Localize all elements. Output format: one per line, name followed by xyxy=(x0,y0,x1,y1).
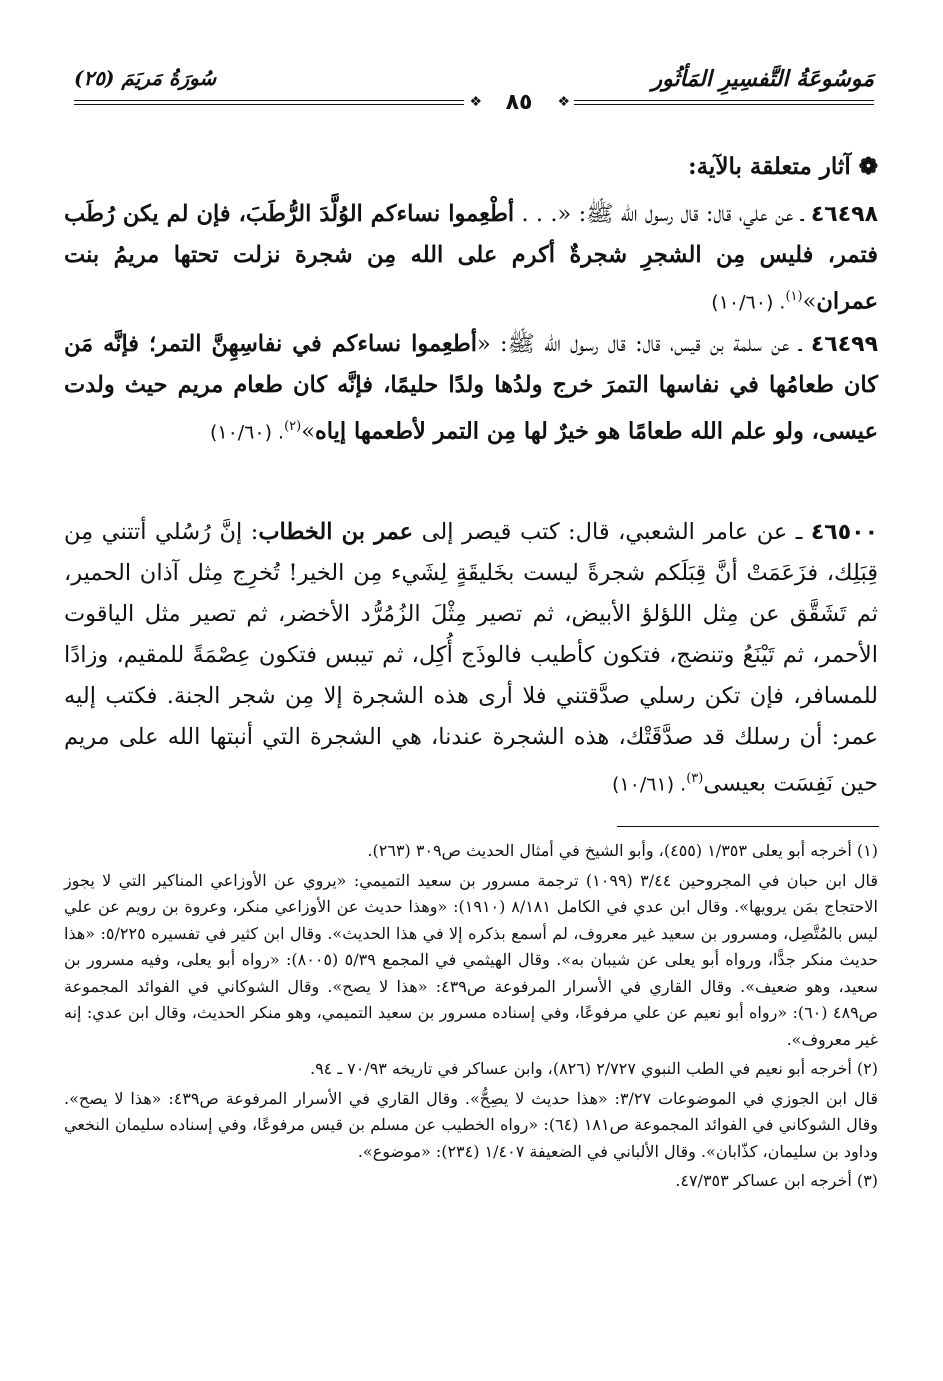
header-rule xyxy=(74,104,464,105)
entry-name: عمر بن الخطاب xyxy=(258,519,414,545)
footnote-mark: (٣) xyxy=(686,771,704,786)
footnote-mark: (١) xyxy=(785,289,803,304)
entry-reference: . (١٠/٦١) xyxy=(612,773,687,796)
surah-label: سُورَةُ مَريَمَ (٢٥) xyxy=(74,66,217,90)
entry-quote: أطعِموا نساءكم في نفاسِهِنَّ التمر؛ فإنَّه مَن كان طعامُها في نفاسها التمرَ خرج ولدُها ولدًا حليمًا، فإنَّه كان طعام مريم حيث ولدت عيسى، ولو علم الله طعامًا هو خيرٌ لها مِن التمر لأطعمها إياه xyxy=(64,331,878,445)
footnote-1-grading: قال ابن حبان في المجروحين ٣/٤٤ (١٠٩٩) ترجمة مسرور بن سعيد التميمي: «يروي عن الأوزاعي المناكير التي لا يجوز الاحتجاج بمَن يرويها». وقال ابن عدي في الكامل ٨/١٨١ (١٩١٠): «وهذا حديث عن الأوزاعي منكر، وعروة بن رويم عن علي ليس بالمُتَّصِل، ومسرور بن سعيد غير معروف، لم أسمع بذكره إلا في هذا الحديث». وقال ابن كثير في تفسيره ٥/٢٢٥: «هذا حديث منكر جدًّا، ورواه أبو يعلى عن شيبان به». وقال الهيثمي في المجمع ٥/٣٩ (٨٠٠٥): «رواه أبو يعلى، وفيه مسرور بن سعيد، وهو ضعيف». وقال القاري في الأسرار المرفوعة ص٤٣٩: «هذا لا يصح». وقال الشوكاني في الفوائد المجموعة ص٤٨٩ (٦٠): «رواه أبو نعيم عن علي مرفوعًا، وفي إسناده مسرور بن سعيد التميمي، وهو منكر الحديث، وقال ابن عدي: إنه غير معروف». xyxy=(64,870,879,1049)
section-heading xyxy=(64,152,878,182)
header-rule xyxy=(574,100,874,101)
footnote-mark: (٢) xyxy=(284,419,302,434)
entry-intro: ـ عن عامر الشعبي، قال: كتب قيصر إلى xyxy=(413,519,811,545)
entry-number: ٤٦٤٩٨ xyxy=(810,202,878,227)
hadith-entry xyxy=(64,324,878,454)
footnote-3-source: (٣) أخرجه ابن عساكر ٤٧/٣٥٣. xyxy=(675,1171,878,1190)
quote-close: » xyxy=(802,288,817,315)
section-title: آثار متعلقة بالآية: xyxy=(688,153,851,180)
entry-number: ٤٦٥٠٠ xyxy=(810,520,878,545)
ornament-icon: ❖ xyxy=(469,94,482,110)
footnotes xyxy=(64,838,878,1195)
header-rule xyxy=(574,104,874,105)
entry-reference: . (١٠/٦٠) xyxy=(209,421,285,444)
entry-text: : إنَّ رُسُلي أتتني مِن قِبَلِك، فزَعَمَتْ أنَّ قِبَلَكم شجرةً ليست بخَليقَةٍ لِشَيء مِن الخير! تُخرِج مِثل آذان الحمير، ثم تَشَقَّق عن مِثل اللؤلؤ الأبيض، ثم تصير مِثْلَ الزُمُرُّد الأخضر، ثم تصير مثل الياقوت الأحمر، ثم تَيْنَعُ وتنضج، فتكون كأطيب فالوذَج أُكِل، ثم تيبس فتكون عِصْمَةً للمقيم، وزادًا للمسافر، فإن تكن رسلي صدَّقتني فلا أرى هذه الشجرة إلا مِن شجر الجنة. فكتب إليه عمر: أن رسلك قد صدَّقَتْك، هذه الشجرة عندنا، هي الشجرة التي أنبتها الله على مريم حين نَفِسَت بعيسى xyxy=(64,519,878,797)
footnote-2-grading: قال ابن الجوزي في الموضوعات ٣/٢٧: «هذا حديث لا يصِحُّ». وقال القاري في الأسرار المرفوعة ص٤٣٩: «هذا لا يصح». وقال الشوكاني في الفوائد المجموعة ص١٨١ (٦٤): «رواه الخطيب عن مسلم بن قيس مرفوعًا، وفي إسناده سليمان النخعي وداود بن سليمان، كذّابان». وقال الألباني في الضعيفة ١/٤٠٧ (٢٣٤): «موضوع». xyxy=(64,1088,879,1161)
footnote-1-source: (١) أخرجه أبو يعلى ١/٣٥٣ (٤٥٥)، وأبو الشيخ في أمثال الحديث ص٣٠٩ (٢٦٣). xyxy=(367,841,878,860)
entry-quote: أطْعِموا نساءكم الوُلَّدَ الرُّطَبَ، فإن لم يكن رُطَب فتمر، فليس مِن الشجرِ شجرةٌ أكرم على الله مِن شجرة نزلت تحتها مريمُ بنت عمران xyxy=(64,201,878,315)
athar-entry xyxy=(64,512,878,806)
entry-intro: ـ عن سلمة بن قيس، قال: قال رسول الله ﷺ: « xyxy=(477,331,811,357)
quote-close: » xyxy=(301,418,316,445)
hadith-entry xyxy=(64,194,878,324)
header-rule xyxy=(74,100,464,101)
page-number: ٨٥ xyxy=(505,90,533,115)
entry-intro: ـ عن علي، قال: قال رسول الله ﷺ: «. . . xyxy=(514,201,811,227)
footnote-2-source: (٢) أخرجه أبو نعيم في الطب النبوي ٢/٧٢٧ (٨٢٦)، وابن عساكر في تاريخه ٧٠/٩٣ ـ ٩٤. xyxy=(309,1059,878,1078)
entry-reference: . (١٠/٦٠) xyxy=(711,291,786,314)
entry-number: ٤٦٤٩٩ xyxy=(810,332,878,357)
ornament-icon: ❖ xyxy=(557,94,570,110)
book-title: مَوسُوعَةُ التَّفسِيرِ المَأثُور xyxy=(651,66,874,92)
footnote-separator xyxy=(617,826,879,827)
page-header xyxy=(74,64,874,124)
flower-icon: ❁ xyxy=(858,153,878,180)
